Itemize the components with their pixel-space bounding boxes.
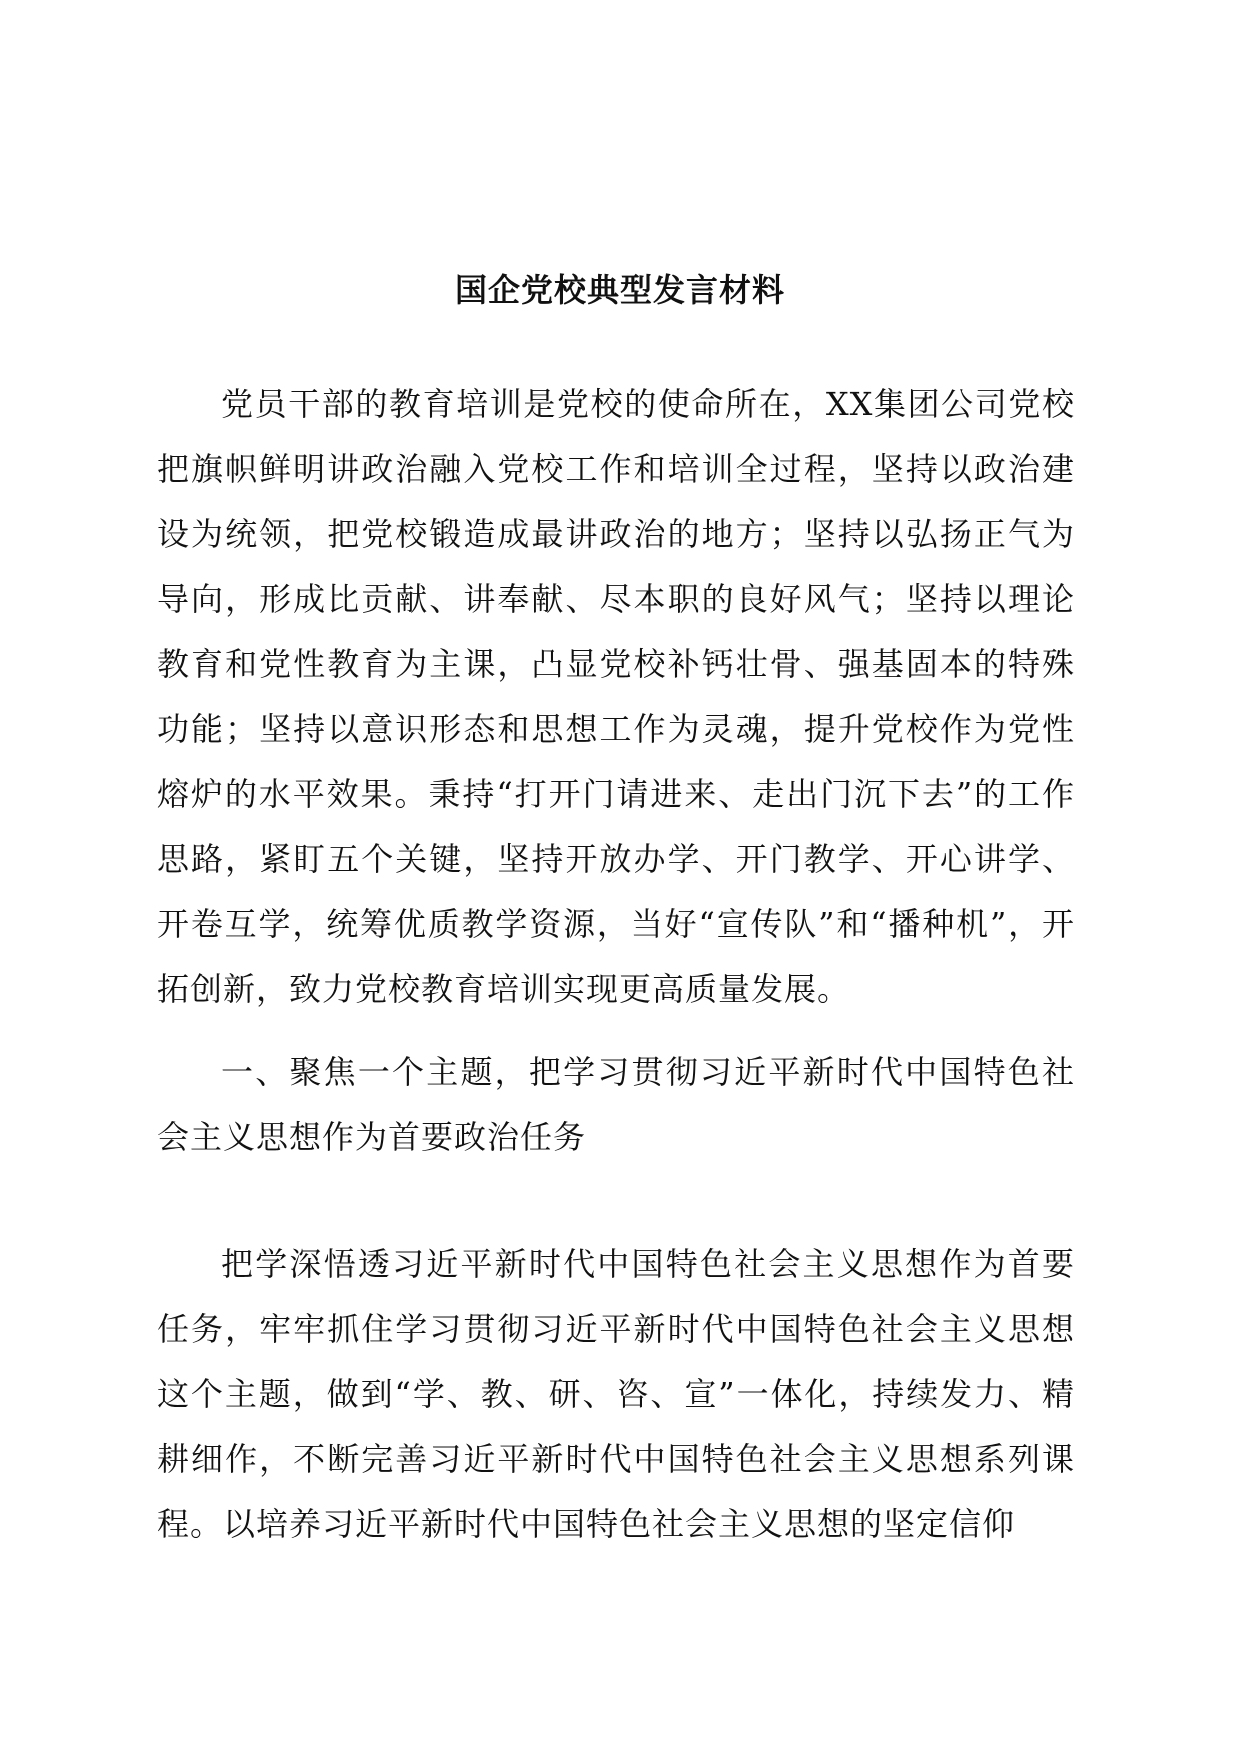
section-1-paragraph: 把学深悟透习近平新时代中国特色社会主义思想作为首要任务，牢牢抓住学习贯彻习近平新时代中国特色社会主义思想这个主题，做到“学、教、研、咨、宣”一体化，持续发力、精耕细作，不断完善习近平新时代中国特色社会主义思想系列课程。以培养习近平新时代中国特色社会主义思想的坚定信仰	[157, 1245, 1075, 1543]
section-heading-1: 一、聚焦一个主题，把学习贯彻习近平新时代中国特色社会主义思想作为首要政治任务	[157, 1053, 1075, 1156]
document-title: 国企党校典型发言材料	[454, 271, 785, 309]
intro-paragraph: 党员干部的教育培训是党校的使命所在，XX集团公司党校把旗帜鲜明讲政治融入党校工作和培训全过程，坚持以政治建设为统领，把党校锻造成最讲政治的地方；坚持以弘扬正气为导向，形成比贡献、讲奉献、尽本职的良好风气；坚持以理论教育和党性教育为主课，凸显党校补钙壮骨、强基固本的特殊功能；坚持以意识形态和思想工作为灵魂，提升党校作为党性熔炉的水平效果。秉持“打开门请进来、走出门沉下去”的工作思路，紧盯五个关键，坚持开放办学、开门教学、开心讲学、开卷互学，统筹优质教学资源，当好“宣传队”和“播种机”，开拓创新，致力党校教育培训实现更高质量发展。	[157, 385, 1075, 1008]
